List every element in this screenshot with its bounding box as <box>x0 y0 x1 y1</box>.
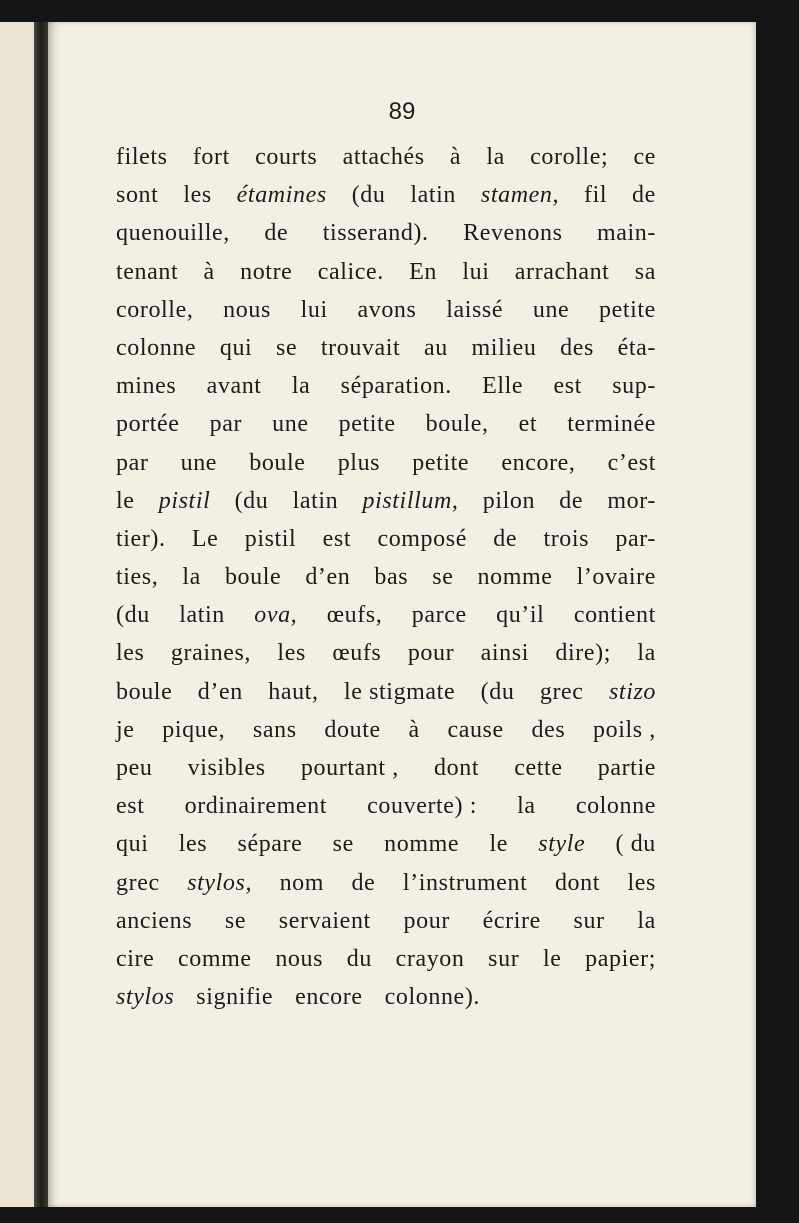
word: tier). <box>116 525 166 552</box>
text-line <box>116 488 656 526</box>
word: colonne <box>116 334 197 361</box>
word: stizo <box>608 678 656 705</box>
word: les <box>178 831 208 858</box>
word: le stigmate <box>343 678 456 705</box>
word: ce <box>633 144 656 170</box>
word: petite <box>338 411 396 438</box>
word: à <box>449 144 462 170</box>
word: sépare <box>237 831 303 858</box>
text-line <box>116 259 656 297</box>
word: ties, <box>116 564 159 591</box>
word: les <box>627 869 656 896</box>
word: petite <box>599 296 656 323</box>
word: de <box>264 220 289 247</box>
word: bas <box>374 564 409 591</box>
word: pistil <box>158 487 211 514</box>
page-number: 89 <box>388 98 416 125</box>
word: éta- <box>617 334 656 361</box>
word: trouvait <box>320 334 401 361</box>
word: l’instrument <box>402 869 528 896</box>
word: est <box>322 525 352 552</box>
word: la <box>637 907 656 934</box>
word: graines, <box>170 640 251 667</box>
book-page <box>48 22 756 1207</box>
word: main- <box>597 220 656 247</box>
word: je <box>116 716 135 743</box>
word: corolle; <box>530 144 609 170</box>
word: doute <box>324 716 381 743</box>
word: stylos, <box>187 869 253 896</box>
word: stylos <box>116 984 175 1011</box>
text-line <box>116 870 656 908</box>
word: pour <box>407 640 455 667</box>
word: boule <box>116 678 173 705</box>
text-line <box>116 717 656 755</box>
word: d’en <box>305 564 351 591</box>
word: terminée <box>567 411 656 438</box>
word: œufs <box>332 640 382 667</box>
word: boule <box>249 449 306 476</box>
word: ainsi <box>480 640 529 667</box>
word: mines <box>116 373 177 400</box>
word: ova, <box>254 602 298 629</box>
word: latin <box>292 487 339 514</box>
word: couverte) : <box>367 793 478 820</box>
word: courts <box>255 144 318 170</box>
word: les <box>116 640 145 667</box>
text-line <box>116 450 656 488</box>
word: qui <box>219 334 253 361</box>
word: est <box>116 793 145 820</box>
word: nomme <box>477 564 553 591</box>
word: sur <box>488 945 520 972</box>
word: une <box>532 296 570 323</box>
word: papier; <box>585 945 656 972</box>
word: (du <box>480 678 515 705</box>
word: avant <box>206 373 262 400</box>
word: pistillum, <box>362 487 459 514</box>
word: anciens <box>116 907 193 934</box>
word: colonne). <box>384 984 481 1011</box>
text-line <box>116 640 656 678</box>
text-line <box>116 182 656 220</box>
word: sans <box>252 716 297 743</box>
word: arrachant <box>514 258 610 285</box>
word: œufs, <box>326 602 383 629</box>
word: ordinairement <box>184 793 328 820</box>
text-line <box>116 335 656 373</box>
word: au <box>424 334 448 361</box>
word: pique, <box>162 716 226 743</box>
word: sont <box>116 182 159 209</box>
word: latin <box>410 182 457 209</box>
text-line <box>116 220 656 258</box>
word: à <box>408 716 420 743</box>
word: avons <box>357 296 417 323</box>
word: sur <box>573 907 605 934</box>
word: séparation. <box>340 373 452 400</box>
word: partie <box>597 755 656 781</box>
word: se <box>432 564 454 591</box>
word: d’en <box>197 678 243 705</box>
word: calice. <box>317 258 384 285</box>
word: encore <box>295 984 363 1011</box>
word: qu’il <box>496 602 545 629</box>
word: se <box>332 831 354 858</box>
word: corolle, <box>116 296 194 323</box>
word: portée <box>116 411 180 438</box>
text-line <box>116 411 656 449</box>
word: plus <box>337 449 381 476</box>
word: haut, <box>268 678 319 705</box>
word: tenant <box>116 258 179 285</box>
word: encore, <box>501 449 576 476</box>
word: (du <box>116 602 150 629</box>
word: notre <box>240 258 293 285</box>
word: par- <box>615 525 656 552</box>
text-line <box>116 526 656 564</box>
word: petite <box>412 449 470 476</box>
text-line <box>116 755 656 793</box>
word: le <box>116 487 135 514</box>
word: du <box>346 945 372 972</box>
word: les <box>277 640 306 667</box>
word: ( du <box>615 831 656 858</box>
word: sa <box>634 258 656 285</box>
word: parce <box>411 602 467 629</box>
word: par <box>116 449 149 476</box>
word: grec <box>116 869 160 896</box>
word: de <box>493 525 518 552</box>
text-line <box>116 564 656 602</box>
word: trois <box>543 525 590 552</box>
text-line <box>116 679 656 717</box>
word: grec <box>539 678 584 705</box>
word: se <box>276 334 298 361</box>
word: nom <box>279 869 325 896</box>
word: et <box>518 411 538 438</box>
word: la <box>291 373 311 400</box>
word: dire); <box>555 640 611 667</box>
text-line <box>116 144 656 182</box>
word: visibles <box>187 755 266 781</box>
word: cire <box>116 945 155 972</box>
word: (du <box>351 182 386 209</box>
word: mor- <box>607 487 656 514</box>
word: fil <box>584 182 608 209</box>
word: servaient <box>278 907 371 934</box>
word: la <box>182 564 201 591</box>
book-gutter <box>34 22 48 1207</box>
word: cette <box>514 755 563 781</box>
word: qui <box>116 831 149 858</box>
word: boule, <box>425 411 489 438</box>
word: (du <box>234 487 269 514</box>
word: la <box>637 640 656 667</box>
word: sup- <box>612 373 656 400</box>
word: à <box>203 258 215 285</box>
word: latin <box>179 602 225 629</box>
word: composé <box>377 525 467 552</box>
word: style <box>538 831 586 858</box>
word: par <box>209 411 243 438</box>
word: étamines <box>236 182 327 209</box>
word: poils , <box>593 716 656 743</box>
word: lui <box>462 258 490 285</box>
word: attachés <box>342 144 425 170</box>
word: la <box>486 144 505 170</box>
text-line <box>116 373 656 411</box>
word: est <box>553 373 582 400</box>
word: quenouille, <box>116 220 230 247</box>
word: écrire <box>482 907 541 934</box>
text-line <box>116 984 656 1022</box>
word: colonne <box>575 793 656 820</box>
text-line <box>116 908 656 946</box>
word: pilon <box>482 487 536 514</box>
word: fort <box>192 144 230 170</box>
word: nous <box>223 296 271 323</box>
word: nomme <box>384 831 460 858</box>
word: c’est <box>607 449 656 476</box>
word: signifie <box>196 984 274 1011</box>
word: peu <box>116 755 153 781</box>
word: le <box>542 945 562 972</box>
body-text <box>116 144 656 1022</box>
word: pistil <box>244 525 297 552</box>
text-line <box>116 946 656 984</box>
word: de <box>559 487 584 514</box>
word: lui <box>300 296 328 323</box>
word: une <box>180 449 218 476</box>
word: des <box>560 334 594 361</box>
word: les <box>183 182 212 209</box>
word: Elle <box>482 373 524 400</box>
word: nous <box>275 945 324 972</box>
word: cause <box>447 716 504 743</box>
word: En <box>409 258 438 285</box>
word: tisserand). <box>322 220 429 247</box>
word: Le <box>191 525 219 552</box>
word: de <box>632 182 656 209</box>
word: le <box>489 831 508 858</box>
word: contient <box>573 602 656 629</box>
word: dont <box>434 755 480 781</box>
word: milieu <box>471 334 537 361</box>
word: pourtant , <box>300 755 399 781</box>
word: laissé <box>446 296 504 323</box>
text-line <box>116 793 656 831</box>
word: de <box>351 869 376 896</box>
word: crayon <box>395 945 465 972</box>
word: pour <box>403 907 450 934</box>
word: filets <box>116 144 168 170</box>
word: se <box>224 907 247 934</box>
word: comme <box>178 945 252 972</box>
word: des <box>531 716 566 743</box>
word: Revenons <box>463 220 563 247</box>
word: stamen, <box>480 182 560 209</box>
word: dont <box>554 869 601 896</box>
word: boule <box>224 564 282 591</box>
text-line <box>116 831 656 869</box>
word: l’ovaire <box>576 564 656 591</box>
word: la <box>517 793 536 820</box>
text-line <box>116 297 656 335</box>
text-line <box>116 602 656 640</box>
word: une <box>272 411 309 438</box>
